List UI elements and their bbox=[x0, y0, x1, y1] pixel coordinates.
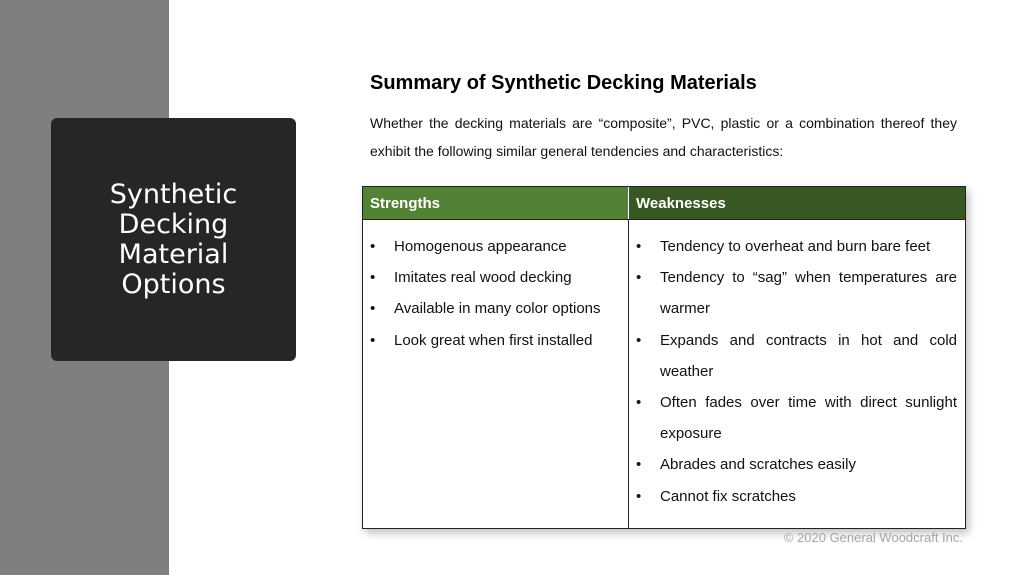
slide-title bbox=[64, 180, 284, 300]
weaknesses-list bbox=[636, 231, 957, 512]
list-item: • Cannot fix scratches bbox=[636, 481, 957, 512]
list-item: • Tendency to “sag” when temperatures are warmer bbox=[636, 262, 957, 324]
slide-title-line: Options bbox=[121, 268, 226, 300]
table-body-row bbox=[363, 220, 965, 528]
strengths-cell bbox=[363, 220, 629, 528]
slide-title-line: Synthetic bbox=[109, 178, 238, 210]
copyright-notice: © 2020 General Woodcraft Inc. bbox=[783, 530, 963, 545]
list-item: • Imitates real wood decking bbox=[370, 262, 620, 293]
list-item: • Abrades and scratches easily bbox=[636, 449, 957, 480]
strengths-list bbox=[370, 231, 620, 356]
table-header-row bbox=[363, 187, 965, 220]
list-item: • Homogenous appearance bbox=[370, 231, 620, 262]
list-item: • Look great when first installed bbox=[370, 325, 620, 356]
comparison-table bbox=[362, 186, 966, 529]
slide-title-line: Material bbox=[118, 238, 229, 270]
summary-heading: Summary of Synthetic Decking Materials bbox=[370, 72, 757, 94]
slide-title-line: Decking bbox=[118, 208, 229, 240]
list-item: • Available in many color options bbox=[370, 293, 620, 324]
weaknesses-header: Weaknesses bbox=[629, 187, 965, 219]
strengths-header: Strengths bbox=[363, 187, 629, 219]
list-item: • Tendency to overheat and burn bare feet bbox=[636, 231, 957, 262]
weaknesses-cell bbox=[629, 220, 965, 528]
list-item: • Often fades over time with direct sunlight exposure bbox=[636, 387, 957, 449]
list-item: • Expands and contracts in hot and cold weather bbox=[636, 325, 957, 387]
title-card bbox=[51, 118, 296, 361]
summary-intro: Whether the decking materials are “composite”, PVC, plastic or a combination thereof they exhibit the following similar general tendencies and characteristics: bbox=[370, 115, 957, 159]
